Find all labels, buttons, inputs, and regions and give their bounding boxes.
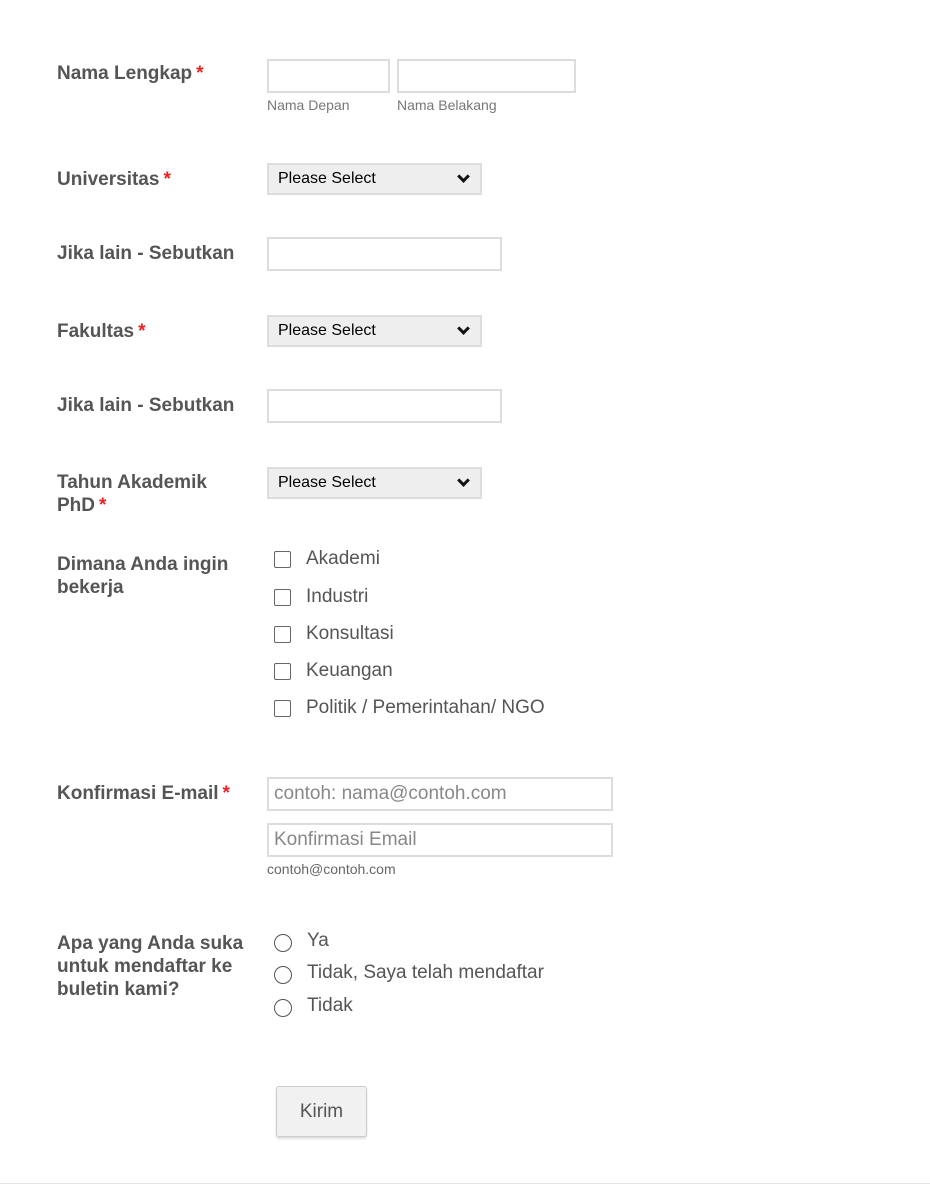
chevron-down-icon (457, 474, 470, 487)
checkbox-option[interactable] (274, 660, 393, 682)
faculty-select[interactable] (267, 315, 482, 347)
label-newsletter: Apa yang Anda suka untuk mendaftar ke buletin kami? (57, 933, 244, 1000)
chevron-down-icon (457, 322, 470, 335)
last-name-input[interactable] (397, 59, 576, 93)
label-email: Konfirmasi E-mail * (57, 783, 230, 804)
radio[interactable] (274, 934, 292, 952)
option-label: Politik / Pemerintahan/ NGO (306, 697, 545, 718)
confirm-email-input[interactable] (267, 823, 613, 857)
option-label: Keuangan (306, 660, 393, 681)
select-value: Please Select (278, 170, 376, 187)
required-asterisk: * (138, 321, 146, 342)
label-nama-lengkap: Nama Lengkap * (57, 63, 204, 84)
option-label: Industri (306, 586, 369, 607)
radio-option[interactable] (274, 929, 329, 952)
option-label: Konsultasi (306, 623, 394, 644)
checkbox[interactable] (274, 700, 291, 717)
last-name-sublabel: Nama Belakang (397, 97, 497, 113)
university-select[interactable] (267, 163, 482, 195)
first-name-sublabel: Nama Depan (267, 97, 350, 113)
checkbox-option[interactable] (274, 623, 394, 645)
chevron-down-icon (457, 170, 470, 183)
checkbox-option[interactable] (274, 586, 368, 608)
option-label: Ya (307, 929, 329, 951)
email-input[interactable] (267, 777, 613, 811)
checkbox[interactable] (274, 663, 291, 680)
email-sublabel: contoh@contoh.com (267, 861, 396, 877)
radio-option[interactable] (274, 961, 544, 984)
label-faculty-other: Jika lain - Sebutkan (57, 395, 235, 416)
checkbox[interactable] (274, 589, 291, 606)
required-asterisk: * (196, 63, 204, 84)
label-tahun-akademik: Tahun Akademik PhD * (57, 472, 207, 516)
label-university-other: Jika lain - Sebutkan (57, 243, 235, 264)
checkbox[interactable] (274, 551, 291, 568)
submit-button[interactable]: Kirim (276, 1086, 367, 1137)
label-work: Dimana Anda ingin bekerja (57, 554, 229, 598)
checkbox[interactable] (274, 626, 291, 643)
required-asterisk: * (163, 169, 171, 190)
label-universitas: Universitas * (57, 169, 171, 190)
radio[interactable] (274, 999, 292, 1017)
first-name-input[interactable] (267, 59, 390, 93)
university-other-input[interactable] (267, 237, 502, 271)
label-fakultas: Fakultas * (57, 321, 146, 342)
year-select[interactable] (267, 467, 482, 499)
faculty-other-input[interactable] (267, 389, 502, 423)
select-value: Please Select (278, 322, 376, 339)
radio-option[interactable] (274, 994, 353, 1017)
checkbox-option[interactable] (274, 697, 545, 719)
option-label: Tidak (307, 994, 353, 1016)
radio[interactable] (274, 966, 292, 984)
select-value: Please Select (278, 474, 376, 491)
option-label: Akademi (306, 548, 380, 569)
option-label: Tidak, Saya telah mendaftar (307, 961, 544, 983)
required-asterisk: * (222, 783, 230, 804)
required-asterisk: * (99, 495, 107, 516)
checkbox-option[interactable] (274, 548, 380, 570)
